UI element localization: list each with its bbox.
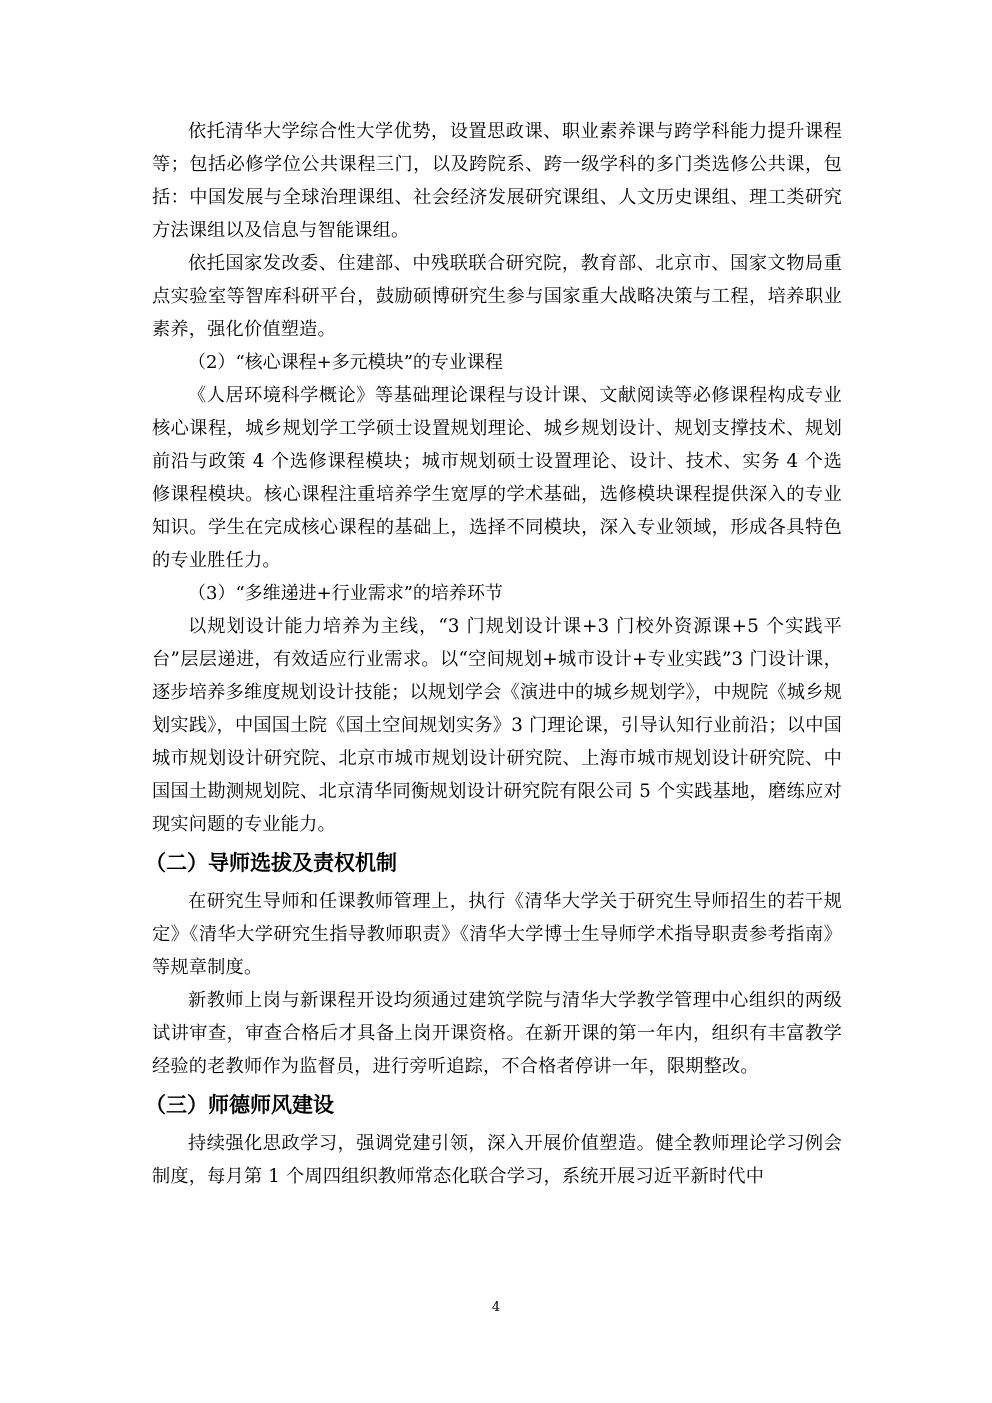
section-heading-mentor-selection: （二）导师选拔及责权机制	[145, 851, 397, 875]
paragraph-public-courses: 依托清华大学综合性大学优势，设置思政课、职业素养课与跨学科能力提升课程等；包括必修学位公共课程三门，以及跨院系、跨一级学科的多门类选修公共课，包括：中国发展与全球治理课组、社会经济发展研究课组、人文历史课组、理工类研究方法课组以及信息与智能课组。	[152, 121, 842, 241]
page-number: 4	[491, 1300, 501, 1315]
subheading-core-courses: （2）“核心课程+多元模块”的专业课程	[188, 352, 503, 373]
section-heading-teacher-ethics: （三）师德师风建设	[145, 1093, 334, 1117]
paragraph-core-courses: 《人居环境科学概论》等基础理论课程与设计课、文献阅读等必修课程构成专业核心课程，城乡规划学工学硕士设置规划理论、城乡规划设计、规划支撑技术、规划前沿与政策 4 个选修课程模块；城市规划硕士设置理论、设计、技术、实务 4 个选修课程模块。核心课程注重培养学生宽厚的学术基础，选修模块课程提供深入的专业知识。学生在完成核心课程的基础上，选择不同模块，深入专业领域，形成各具特色的专业胜任力。	[152, 385, 842, 571]
subheading-training-links: （3）“多维递进+行业需求”的培养环节	[188, 583, 503, 604]
paragraph-new-teacher-review: 新教师上岗与新课程开设均须通过建筑学院与清华大学教学管理中心组织的两级试讲审查，审查合格后才具备上岗开课资格。在新开课的第一年内，组织有丰富教学经验的老教师作为监督员，进行旁听追踪，不合格者停讲一年，限期整改。	[152, 990, 842, 1077]
paragraph-training-links: 以规划设计能力培养为主线，“3 门规划设计课+3 门校外资源课+5 个实践平台”层层递进，有效适应行业需求。以“空间规划+城市设计+专业实践”3 门设计课，逐步培养多维度规划设计技能；以规划学会《演进中的城乡规划学》，中规院《城乡规划实践》，中国国土院《国土空间规划实务》3 门理论课，引导认知行业前沿；以中国城市规划设计研究院、北京市城市规划设计研究院、上海市城市规划设计研究院、中国国土勘测规划院、北京清华同衡规划设计研究院有限公司 5 个实践基地，磨练应对现实问题的专业能力。	[152, 616, 842, 835]
paragraph-research-platforms: 依托国家发改委、住建部、中残联联合研究院，教育部、北京市、国家文物局重点实验室等智库科研平台，鼓励硕博研究生参与国家重大战略决策与工程，培养职业素养，强化价值塑造。	[152, 253, 842, 340]
page-content	[145, 115, 842, 1193]
paragraph-mentor-regulations: 在研究生导师和任课教师管理上，执行《清华大学关于研究生导师招生的若干规定》《清华大学研究生指导教师职责》《清华大学博士生导师学术指导职责参考指南》等规章制度。	[152, 891, 842, 978]
paragraph-ethics-study: 持续强化思政学习，强调党建引领，深入开展价值塑造。健全教师理论学习例会制度，每月第 1 个周四组织教师常态化联合学习，系统开展习近平新时代中	[152, 1133, 842, 1187]
